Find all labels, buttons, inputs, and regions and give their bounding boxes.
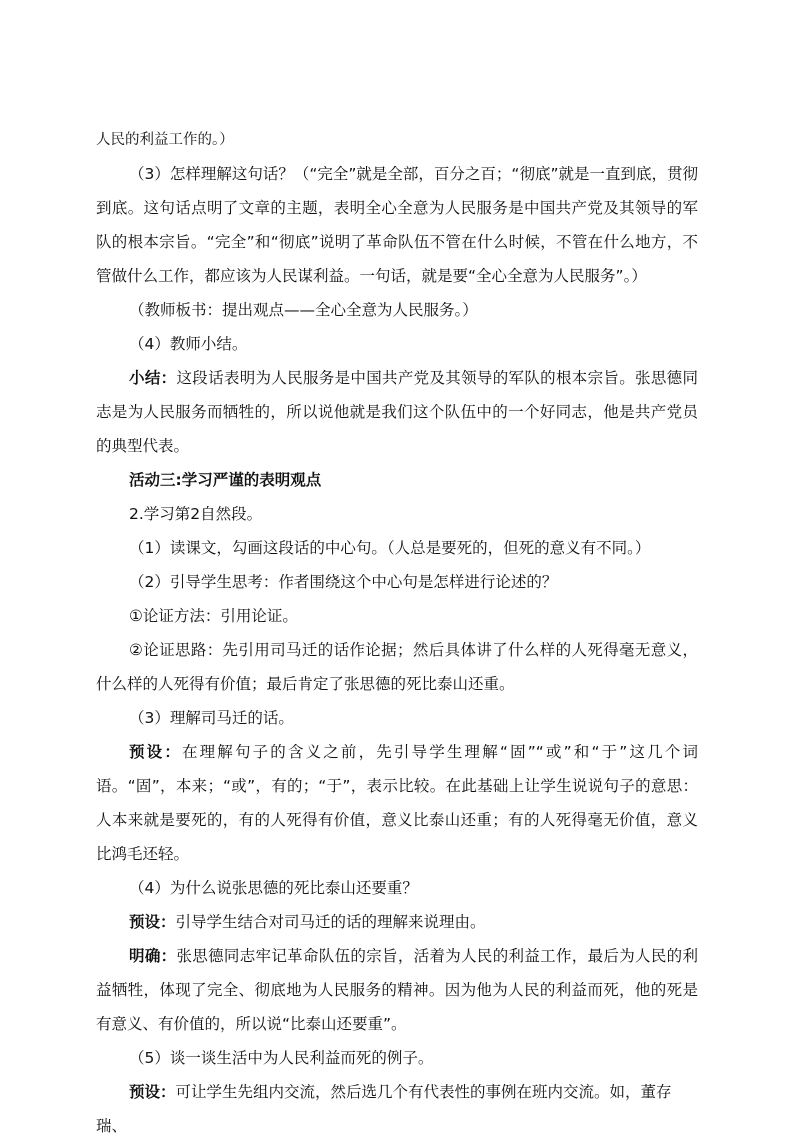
preset-label: 预设： (129, 1083, 176, 1101)
paragraph-board-note (96, 293, 698, 327)
paragraph-text: 可让学生先组内交流，然后选几个有代表性的事例在班内交流。如，董存瑞、 (96, 1083, 672, 1135)
paragraph-clarify (96, 939, 698, 1041)
paragraph-question-3 (96, 157, 698, 293)
paragraph-continuation (96, 123, 698, 157)
paragraph-method (96, 599, 698, 633)
paragraph-text: ②论证思路：先引用司马迁的话作论据；然后具体讲了什么样的人死得毫无意义，什么样的人死得有价值；最后肯定了张思德的死比泰山还重。 (96, 641, 698, 693)
paragraph-text: 在理解句子的含义之前，先引导学生理解“固”“或”和“于”这几个词语。“固”，本来；“或”，有的；“于”，表示比较。在此基础上让学生说说句子的意思：人本来就是要死的，有的人死得有价值，意义比泰山还重；有的人死得毫无价值，意义比鸿毛还轻。 (96, 743, 698, 863)
paragraph-text: （2）引导学生思考：作者围绕这个中心句是怎样进行论述的？ (129, 573, 558, 591)
preset-label: 预设： (129, 913, 176, 931)
paragraph-summary (96, 361, 698, 463)
paragraph-reasoning (96, 633, 698, 701)
paragraph-text: ①论证方法：引用论证。 (129, 607, 298, 625)
paragraph-study-2 (96, 497, 698, 531)
paragraph-text: （3）怎样理解这句话？（“完全”就是全部，百分之百；“彻底”就是一直到底，贯彻到底。这句话点明了文章的主题，表明全心全意为人民服务是中国共产党及其领导的军队的根本宗旨。“完全”和“彻底”说明了革命队伍不管在什么时候，不管在什么地方，不管做什么工作，都应该为人民谋利益。一句话，就是要“全心全意为人民服务”。） (96, 165, 698, 285)
paragraph-step-5 (96, 1041, 698, 1075)
summary-label: 小结： (129, 369, 177, 387)
clarify-label: 明确： (129, 947, 177, 965)
paragraph-preset-1 (96, 735, 698, 871)
paragraph-preset-2 (96, 905, 698, 939)
preset-label: 预设： (129, 743, 182, 761)
paragraph-text: 这段话表明为人民服务是中国共产党及其领导的军队的根本宗旨。张思德同志是为人民服务而牺牲的，所以说他就是我们这个队伍中的一个好同志，他是共产党员的典型代表。 (96, 369, 698, 455)
paragraph-step-1 (96, 531, 698, 565)
paragraph-text: （5）谈一谈生活中为人民利益而死的例子。 (129, 1049, 434, 1067)
paragraph-text: 张思德同志牢记革命队伍的宗旨，活着为人民的利益工作，最后为人民的利益牺牲，体现了完全、彻底地为人民服务的精神。因为他为人民的利益而死，他的死是有意义、有价值的，所以说“比泰山还要重”。 (96, 947, 698, 1033)
paragraph-step-4 (96, 871, 698, 905)
paragraph-text: （教师板书：提出观点——全心全意为人民服务。） (129, 301, 478, 319)
paragraph-preset-3 (96, 1075, 698, 1143)
paragraph-text: （4）为什么说张思德的死比泰山还要重？ (129, 879, 418, 897)
paragraph-text: 人民的利益工作的。） (96, 132, 234, 148)
paragraph-step-2 (96, 565, 698, 599)
paragraph-text: （3）理解司马迁的话。 (129, 709, 294, 727)
paragraph-text: （1）读课文，勾画这段话的中心句。（人总是要死的，但死的意义有不同。） (129, 539, 651, 557)
paragraph-text: （4）教师小结。 (129, 335, 248, 353)
section-heading (96, 463, 698, 497)
paragraph-step-3 (96, 701, 698, 735)
paragraph-text: 引导学生结合对司马迁的话的理解来说理由。 (175, 913, 486, 931)
paragraph-teacher-summary (96, 327, 698, 361)
heading-text: 活动三:学习严谨的表明观点 (129, 471, 322, 489)
paragraph-text: 2.学习第2自然段。 (129, 505, 263, 523)
